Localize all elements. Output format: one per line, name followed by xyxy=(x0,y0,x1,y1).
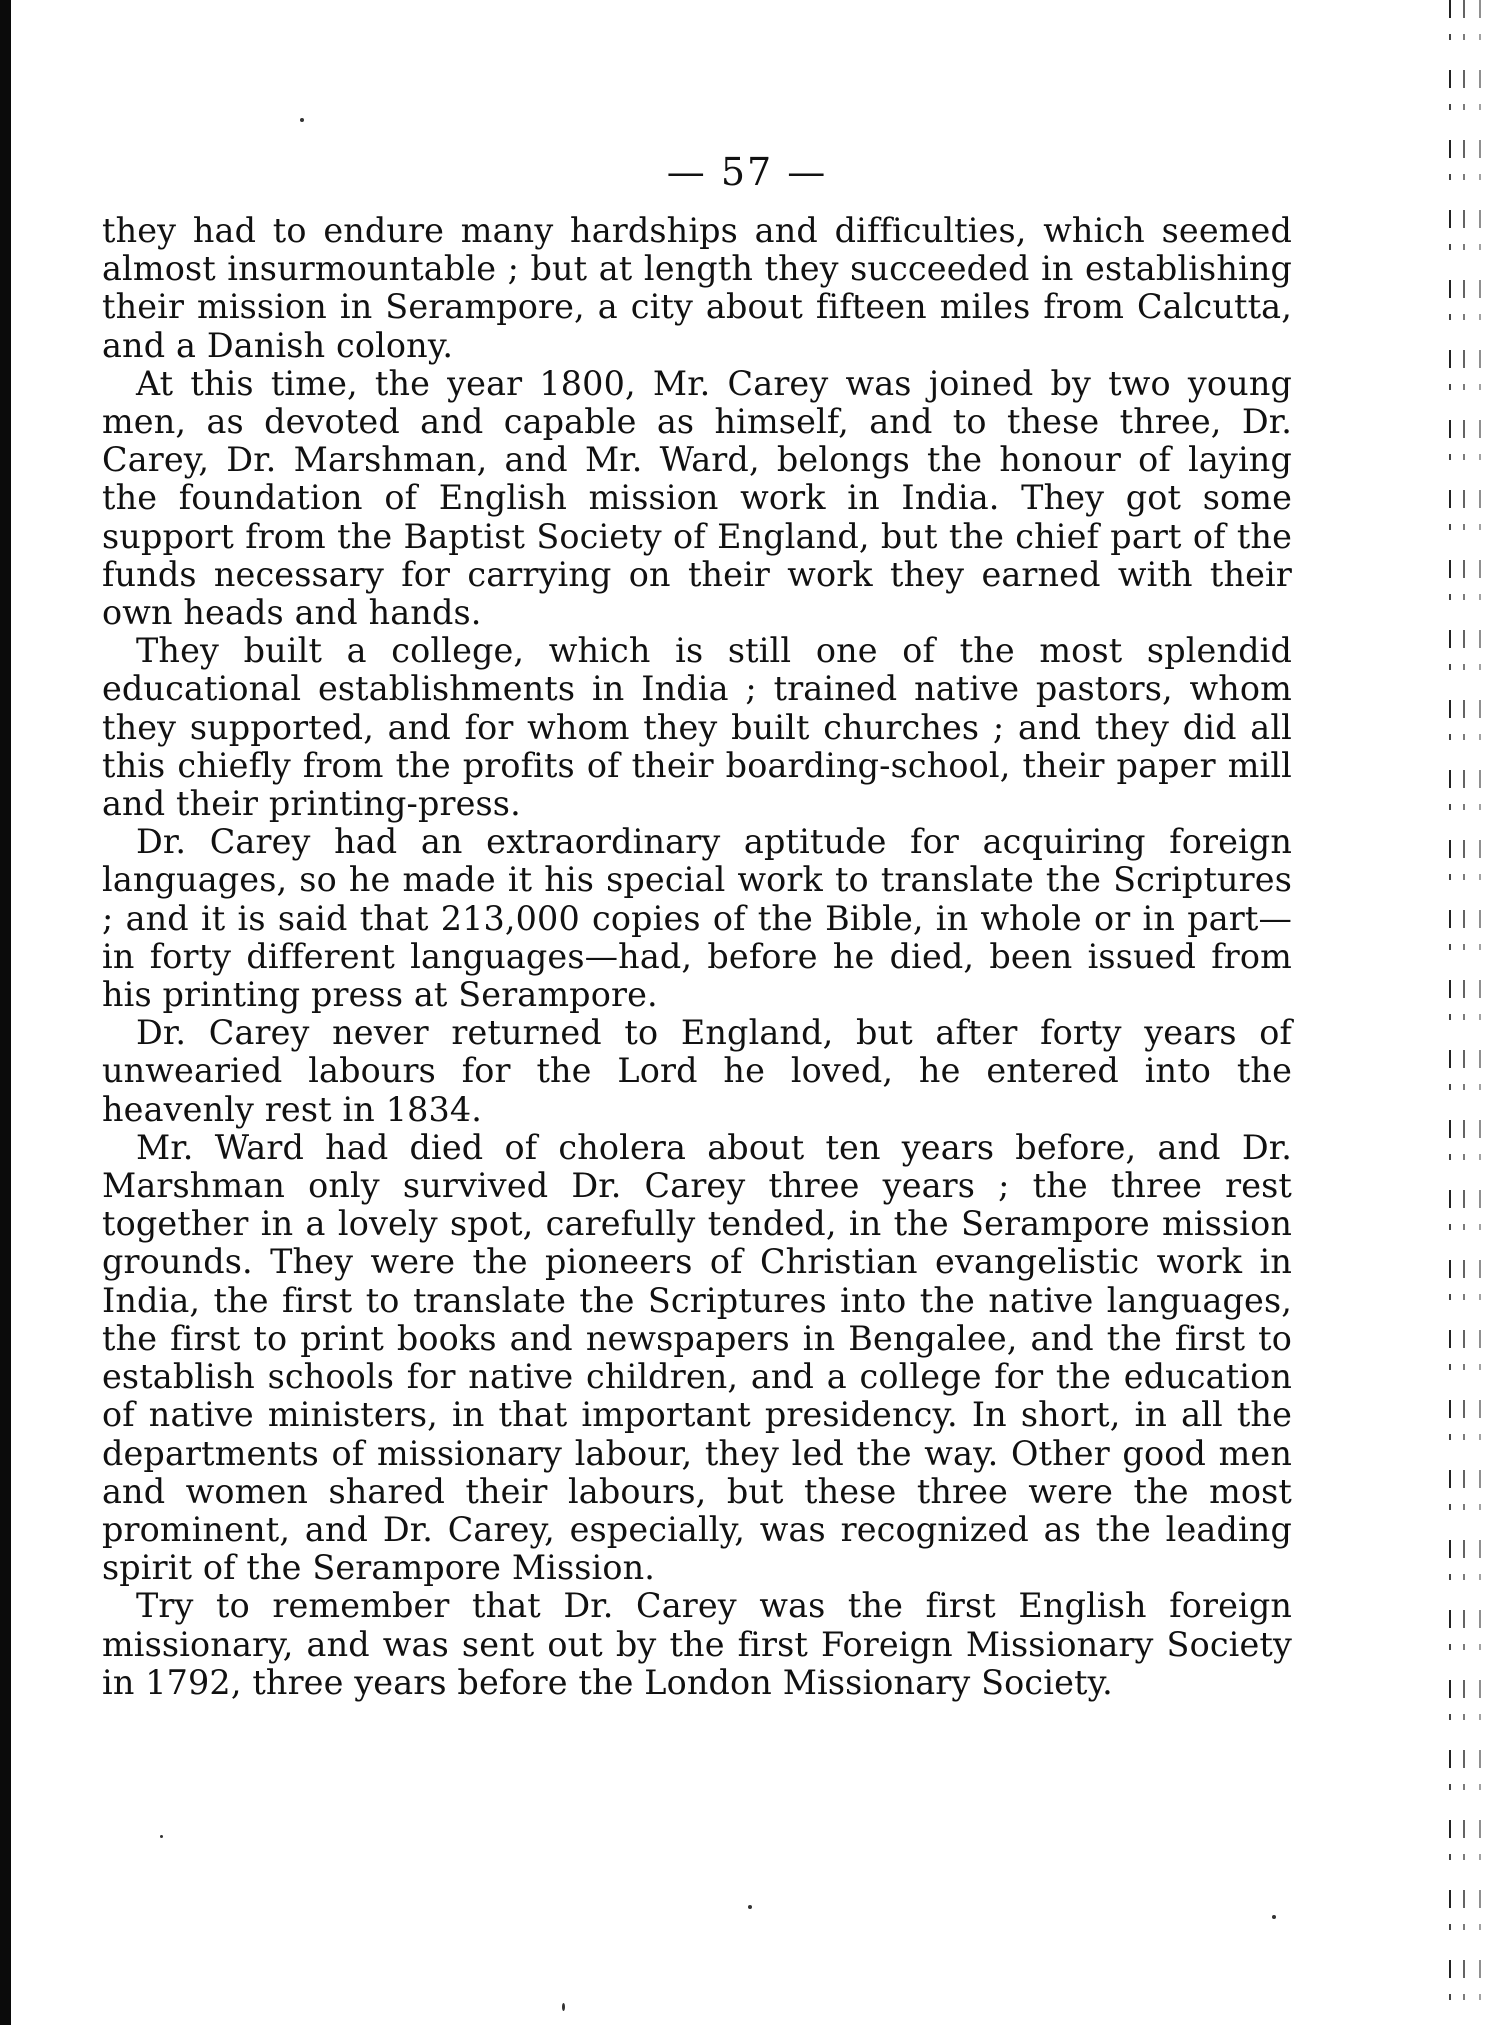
scan-speck xyxy=(748,1905,752,1909)
paragraph: At this time, the year 1800, Mr. Carey was joined by two young men, as devoted and capable as himself, and to these three, Dr. Carey, Dr. Marshman, and Mr. Ward, belongs the honour of laying the foundation of English mission work in India. They got some support from the Baptist Society of England, but the chief part of the funds necessary for carrying on their work they earned with their own heads and hands. xyxy=(102,363,1292,633)
paragraph: Mr. Ward had died of cholera about ten years before, and Dr. Marshman only survived Dr. Carey three years ; the three rest together in a lovely spot, carefully tended, in the Serampore mission grounds. They were the pioneers of Christian evangelistic work in India, the first to translate the Scriptures into the native languages, the first to print books and newspapers in Bengalee, and the first to establish schools for native children, and a college for the education of native ministers, in that important presidency. In short, in all the departments of missionary labour, they led the way. Other good men and women shared their labours, but these three were the most prominent, and Dr. Carey, especially, was recognized as the leading spirit of the Serampore Mission. xyxy=(102,1127,1292,1588)
paragraph: Dr. Carey had an extraordinary aptitude for acquiring foreign languages, so he made it his special work to translate the Scriptures ; and it is said that 213,000 copies of the Bible, in whole or in part—in forty different languages—had, before he died, been issued from his printing press at Serampore. xyxy=(102,822,1292,1015)
paragraph: Dr. Carey never returned to England, but after forty years of unwearied labours for the Lord he loved, he entered into the heavenly rest in 1834. xyxy=(102,1013,1292,1129)
paragraph: Try to remember that Dr. Carey was the first English foreign missionary, and was sent out by the first Foreign Missionary Society in 1792, three years before the London Missionary Society. xyxy=(102,1586,1292,1702)
scan-speck xyxy=(562,2003,565,2011)
scan-speck xyxy=(1272,1915,1276,1919)
paragraph: they had to endure many hardships and difficulties, which seemed almost insurmountable ; but at length they succeeded in establishing their mission in Serampore, a city about fifteen miles from Calcutta, and a Danish colony. xyxy=(102,211,1292,365)
scan-border-right xyxy=(1439,0,1491,2025)
page-number: — 57 — xyxy=(666,150,828,194)
scan-speck xyxy=(300,118,304,122)
scan-border-left xyxy=(0,0,11,2025)
paragraph: They built a college, which is still one of the most splendid educational establishments in India ; trained native pastors, whom they supported, and for whom they built churches ; and they did all this chiefly from the profits of their boarding-school, their paper mill and their printing-press. xyxy=(102,631,1292,824)
scan-speck xyxy=(160,1835,163,1838)
book-page xyxy=(102,150,1292,1702)
